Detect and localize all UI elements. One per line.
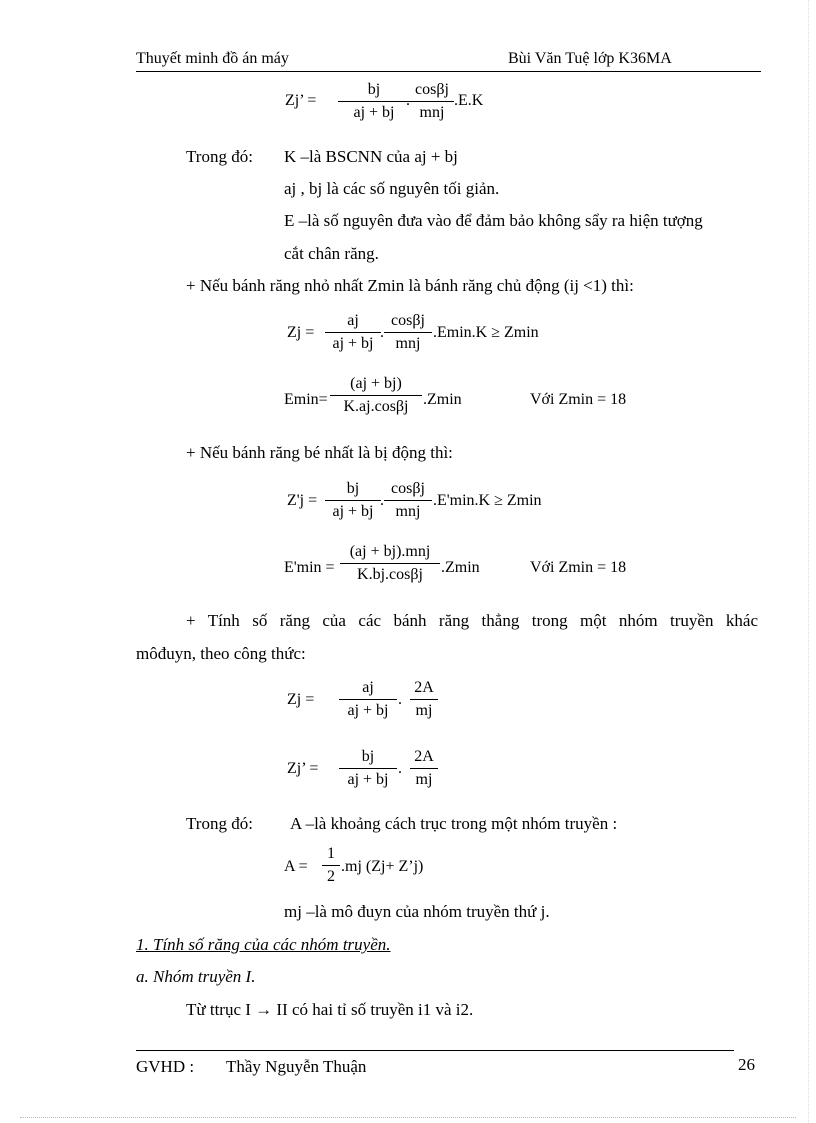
eq7-num2: 2A [414, 748, 434, 765]
eq5-den: K.bj.cosβj [357, 566, 423, 583]
eq5-note: Với Zmin = 18 [530, 559, 627, 576]
eq6-num2: 2A [414, 679, 434, 696]
eq6-den1: aj + bj [347, 702, 389, 719]
eq2-tail: .Emin.K ≥ Zmin [433, 324, 539, 341]
where1-line4: cắt chân răng. [284, 244, 379, 263]
eq2-frac2 [384, 312, 432, 353]
header-right: Bùi Văn Tuệ lớp K36MA [508, 50, 672, 67]
page-number: 26 [738, 1055, 755, 1074]
eq6-frac1 [339, 679, 397, 720]
where1-line3: E –là số nguyên đưa vào để đảm bảo không sẩy ra hiện tượng [284, 211, 703, 230]
last-line: Từ ttrục I → II có hai tỉ số truyền i1 và i2. [186, 1000, 474, 1019]
eq4-den1: aj + bj [332, 503, 374, 520]
section-a-heading: a. Nhóm truyền I. [136, 967, 256, 986]
section-1-heading: 1. Tính số răng của các nhóm truyền. [136, 935, 391, 954]
eq2-num1: aj [347, 312, 359, 329]
where1-line2: aj , bj là các số nguyên tối giản. [284, 179, 500, 198]
eq4-num2: cosβj [391, 480, 425, 497]
para1-line1: + Tính số răng của các bánh răng thẳng trong một nhóm truyền khác [186, 611, 758, 630]
eq6-frac2 [410, 679, 438, 720]
case2-text: + Nếu bánh răng bé nhất là bị động thì: [186, 443, 453, 462]
eq7-den1: aj + bj [347, 771, 389, 788]
eq5-frac [340, 543, 440, 584]
eq2-frac1 [325, 312, 381, 353]
eq4-den2: mnj [395, 503, 421, 520]
eq1-den2: mnj [419, 104, 445, 121]
eq1-tail: .E.K [454, 92, 484, 109]
eq6-lhs: Zj = [287, 691, 315, 708]
where2-label: Trong đó: [186, 814, 253, 833]
eq6-num1: aj [362, 679, 374, 696]
where1-line1: K –là BSCNN của aj + bj [284, 147, 458, 166]
eq3-den: K.aj.cosβj [343, 398, 409, 415]
eq1-num2: cosβj [415, 81, 449, 98]
where1-label: Trong đó: [186, 147, 253, 166]
eq2-den2: mnj [395, 335, 421, 352]
eq8-frac [322, 845, 340, 886]
eq1-frac1 [338, 81, 410, 122]
eq5-tail: .Zmin [441, 559, 480, 576]
footer-label: GVHD : [136, 1057, 195, 1076]
eq1-num1: bj [367, 81, 381, 98]
eq4-frac2 [384, 480, 432, 521]
eq7-frac1 [339, 748, 397, 789]
eq1-den1: aj + bj [353, 104, 395, 121]
eq3-lhs: Emin= [284, 391, 328, 408]
case1-text: + Nếu bánh răng nhỏ nhất Zmin là bánh răng chủ động (ij <1) thì: [186, 276, 634, 295]
eq3-frac [330, 375, 422, 416]
header-rule [136, 71, 761, 72]
eq2-num2: cosβj [391, 312, 425, 329]
eq6-den2: mj [415, 702, 433, 719]
eq8-den: 2 [327, 868, 335, 885]
eq3-num: (aj + bj) [350, 375, 402, 392]
eq7-frac2 [410, 748, 438, 789]
eq4-num1: bj [346, 480, 360, 497]
page-edge-dots [20, 1117, 796, 1118]
footer-name: Thầy Nguyễn Thuận [226, 1057, 367, 1076]
eq7-num1: bj [361, 748, 375, 765]
eq7-den2: mj [415, 771, 433, 788]
mline-text: mj –là mô đuyn của nhóm truyền thứ j. [284, 902, 550, 921]
eq2-den1: aj + bj [332, 335, 374, 352]
eq7-lhs: Zj’ = [287, 760, 319, 777]
eq1-frac2 [410, 81, 454, 122]
eq3-tail: .Zmin [423, 391, 462, 408]
para1-line2: môđuyn, theo công thức: [136, 644, 306, 663]
eq2-lhs: Zj = [287, 324, 315, 341]
page-edge-vdots [808, 0, 809, 1123]
eq8-num: 1 [327, 845, 335, 862]
eq8-tail: .mj (Zj+ Z’j) [341, 858, 424, 875]
footer-rule [136, 1050, 734, 1051]
eq8-lhs: A = [284, 858, 308, 875]
eq5-lhs: E'min = [284, 559, 335, 576]
eq1-lhs: Zj’ = [285, 92, 317, 109]
eq4-frac1 [325, 480, 381, 521]
eq4-lhs: Z'j = [287, 492, 318, 509]
eq4-tail: .E'min.K ≥ Zmin [433, 492, 542, 509]
eq5-num: (aj + bj).mnj [349, 543, 431, 560]
eq3-note: Với Zmin = 18 [530, 391, 627, 408]
where2-line1: A –là khoảng cách trục trong một nhóm truyền : [290, 814, 618, 833]
header-left: Thuyết minh đồ án máy [136, 50, 289, 67]
